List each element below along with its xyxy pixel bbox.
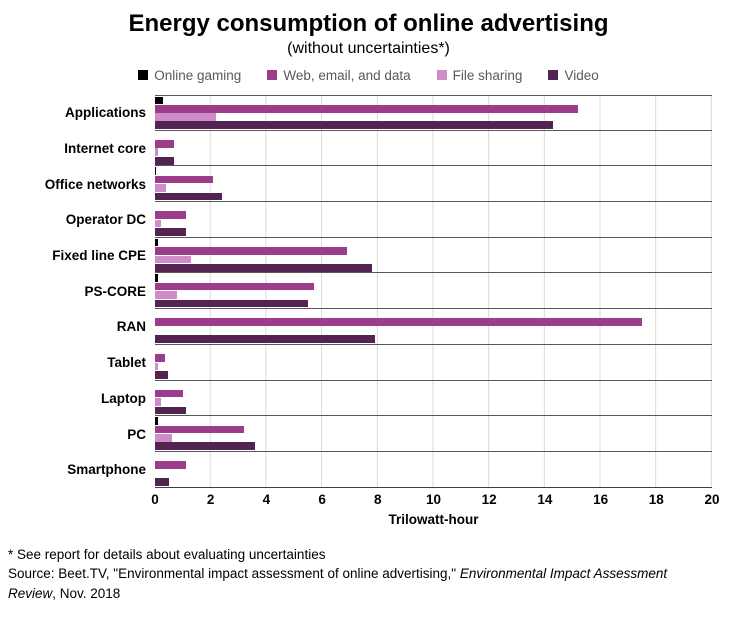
legend-label: Web, email, and data: [283, 67, 411, 83]
bar: [155, 157, 174, 165]
bar: [155, 390, 183, 398]
bar: [155, 354, 165, 362]
category-label: Fixed line CPE: [52, 248, 146, 264]
category-label: Operator DC: [65, 212, 146, 228]
category-label: Office networks: [44, 176, 146, 192]
category-plot-area: [155, 131, 712, 167]
chart-title: Energy consumption of online advertising: [128, 10, 609, 37]
legend-item: [548, 68, 598, 83]
category-row: [0, 238, 737, 274]
bar: [155, 97, 163, 105]
bar: [155, 335, 375, 343]
category-plot-area: [155, 416, 712, 452]
bar: [155, 291, 177, 299]
source-prefix: Source: Beet.TV, "Environmental impact assessment of online advertising,": [8, 566, 460, 582]
bar: [155, 193, 222, 201]
legend-swatch-icon: [138, 70, 148, 80]
x-tick-label: 20: [704, 491, 720, 507]
bar: [155, 442, 255, 450]
category-plot-area: [155, 166, 712, 202]
category-row: [0, 95, 737, 131]
bar: [155, 407, 186, 415]
legend-swatch-icon: [267, 70, 277, 80]
category-plot-area: [155, 345, 712, 381]
bar: [155, 398, 161, 406]
bar: [155, 264, 372, 272]
legend-label: Video: [564, 67, 599, 83]
x-tick-label: 16: [593, 491, 609, 507]
category-label: Internet core: [64, 141, 146, 157]
category-label: PS-CORE: [84, 283, 146, 299]
category-row: [0, 202, 737, 238]
bar: [155, 426, 244, 434]
legend-swatch-icon: [548, 70, 558, 80]
x-axis-ticks: [151, 488, 720, 508]
x-tick-label: 8: [374, 491, 382, 507]
category-label: Laptop: [101, 390, 146, 406]
x-tick-label: 6: [318, 491, 326, 507]
x-tick-label: 18: [648, 491, 664, 507]
bar-chart: [0, 95, 737, 527]
bar: [155, 228, 186, 236]
category-label: PC: [127, 426, 146, 442]
category-row: [0, 273, 737, 309]
bar: [155, 274, 158, 282]
x-tick-label: 14: [537, 491, 553, 507]
category-plot-area: [155, 273, 712, 309]
bar: [155, 140, 174, 148]
bar: [155, 211, 186, 219]
footnote-text: * See report for details about evaluating uncertainties: [8, 546, 326, 562]
bar: [155, 363, 158, 371]
bar: [155, 247, 347, 255]
legend-swatch-icon: [437, 70, 447, 80]
category-plot-area: [155, 95, 712, 131]
legend: [0, 66, 737, 84]
x-tick-label: 10: [425, 491, 442, 507]
legend-label: File sharing: [452, 67, 523, 83]
bar: [155, 184, 166, 192]
category-plot-area: [155, 309, 712, 345]
category-label: Smartphone: [67, 462, 146, 478]
category-row: [0, 381, 737, 417]
category-label: Tablet: [107, 355, 146, 371]
category-plot-area: [155, 238, 712, 274]
legend-label: Online gaming: [154, 67, 242, 83]
legend-item: [437, 68, 523, 83]
bar: [155, 176, 213, 184]
category-row: [0, 452, 737, 488]
bar: [155, 283, 314, 291]
bar: [155, 256, 191, 264]
bar: [155, 434, 172, 442]
category-label: Applications: [64, 105, 146, 121]
legend-item: [267, 68, 410, 83]
source-text: [8, 564, 668, 603]
bar: [155, 318, 642, 326]
bar: [155, 371, 168, 379]
category-plot-area: [155, 452, 712, 488]
bar: [155, 121, 553, 129]
bar: [155, 461, 186, 469]
footer: [8, 545, 668, 604]
x-axis-label: Trilowatt-hour: [388, 511, 479, 527]
bar: [155, 148, 158, 156]
category-plot-area: [155, 381, 712, 417]
x-tick-label: 2: [206, 491, 215, 507]
category-row: [0, 416, 737, 452]
category-plot-area: [155, 202, 712, 238]
bar: [155, 167, 156, 175]
bar: [155, 220, 161, 228]
category-row: [0, 309, 737, 345]
x-tick-label: 12: [481, 491, 497, 507]
category-label: RAN: [116, 319, 146, 335]
category-row: [0, 345, 737, 381]
bar: [155, 478, 169, 486]
bar: [155, 300, 308, 308]
category-row: [0, 166, 737, 202]
bar: [155, 105, 578, 113]
legend-item: [138, 68, 241, 83]
chart-subtitle: (without uncertainties*): [287, 40, 450, 57]
source-suffix: , Nov. 2018: [52, 585, 121, 601]
x-tick-label: 4: [262, 491, 271, 507]
x-tick-label: 0: [151, 491, 159, 507]
bar: [155, 239, 158, 247]
chart-rows: [0, 95, 737, 488]
source-journal: Environmental Impact Assessment Review: [8, 566, 668, 601]
bar: [155, 113, 216, 121]
category-row: [0, 131, 737, 167]
bar: [155, 417, 158, 425]
